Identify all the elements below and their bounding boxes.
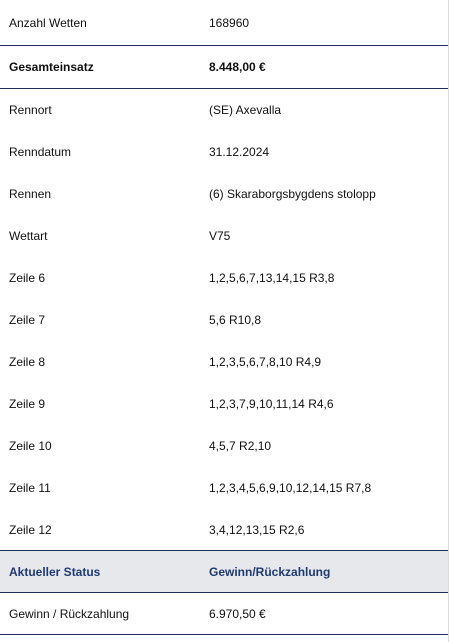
row-race-venue (0, 89, 448, 131)
line-8-value: 1,2,3,5,6,7,8,10 R4,9 (209, 355, 322, 369)
row-race (0, 173, 448, 215)
bet-type-value: V75 (209, 229, 231, 243)
status-header-value: Gewinn/Rückzahlung (209, 565, 331, 579)
bet-type-label: Wettart (9, 229, 48, 243)
payout-label: Gewinn / Rückzahlung (9, 607, 130, 621)
line-7-value: 5,6 R10,8 (209, 313, 262, 327)
status-header-row (0, 551, 448, 593)
race-venue-label: Rennort (9, 103, 52, 117)
bet-count-label: Anzahl Wetten (9, 16, 87, 30)
line-10-label: Zeile 10 (9, 439, 52, 453)
row-total-stake (0, 46, 448, 89)
row-bet-type (0, 215, 448, 257)
race-date-value: 31.12.2024 (209, 145, 270, 159)
row-payout (0, 593, 448, 635)
total-stake-value: 8.448,00 € (209, 60, 266, 74)
row-line-11 (0, 467, 448, 509)
bet-count-value: 168960 (209, 16, 250, 30)
line-11-label: Zeile 11 (9, 481, 51, 495)
row-bet-count (0, 0, 448, 46)
row-line-7 (0, 299, 448, 341)
payout-value: 6.970,50 € (209, 607, 266, 621)
line-7-label: Zeile 7 (9, 313, 46, 327)
total-stake-label: Gesamteinsatz (9, 60, 94, 74)
row-race-date (0, 131, 448, 173)
line-9-label: Zeile 9 (9, 397, 46, 411)
line-12-label: Zeile 12 (9, 523, 52, 537)
row-line-9 (0, 383, 448, 425)
row-line-8 (0, 341, 448, 383)
line-12-value: 3,4,12,13,15 R2,6 (209, 523, 305, 537)
line-10-value: 4,5,7 R2,10 (209, 439, 272, 453)
status-header-label: Aktueller Status (9, 565, 101, 579)
row-line-6 (0, 257, 448, 299)
line-9-value: 1,2,3,7,9,10,11,14 R4,6 (209, 397, 334, 411)
race-date-label: Renndatum (9, 145, 72, 159)
race-label: Rennen (9, 187, 52, 201)
line-11-value: 1,2,3,4,5,6,9,10,12,14,15 R7,8 (209, 481, 372, 495)
race-venue-value: (SE) Axevalla (209, 103, 282, 117)
line-6-label: Zeile 6 (9, 271, 46, 285)
race-value: (6) Skaraborgsbygdens stolopp (209, 187, 376, 201)
line-6-value: 1,2,5,6,7,13,14,15 R3,8 (209, 271, 335, 285)
line-8-label: Zeile 8 (9, 355, 46, 369)
row-line-12 (0, 509, 448, 551)
row-line-10 (0, 425, 448, 467)
